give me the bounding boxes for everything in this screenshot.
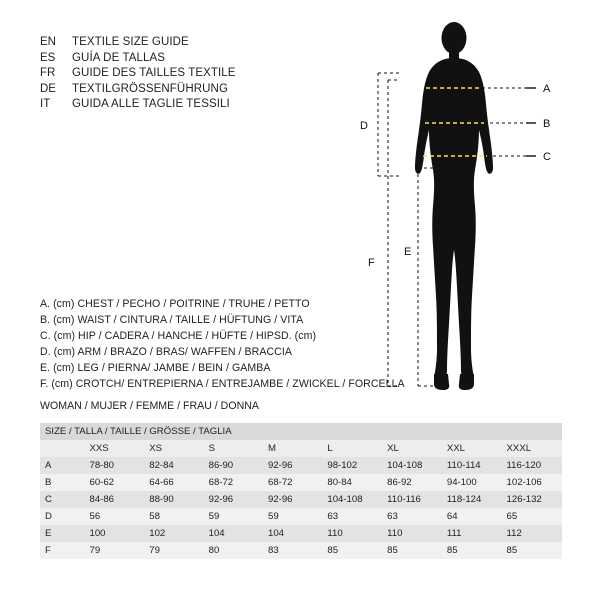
cell-b-xl: 86-92 xyxy=(387,477,412,488)
column-header-xxxl: XXXL xyxy=(506,443,532,454)
cell-e-xxxl: 112 xyxy=(506,528,522,539)
table-title-row xyxy=(40,423,562,440)
cell-a-l: 98-102 xyxy=(327,460,358,471)
cell-a-xl: 104-108 xyxy=(387,460,423,471)
table-row xyxy=(40,542,562,559)
cell-c-s: 92-96 xyxy=(208,494,234,505)
language-title: TEXTILGRÖSSENFÜHRUNG xyxy=(72,82,228,95)
arm-bracket xyxy=(378,73,402,176)
column-header-xxs: XXS xyxy=(89,443,109,454)
gender-group-title: WOMAN / MUJER / FEMME / FRAU / DONNA xyxy=(40,400,259,412)
cell-d-xl: 63 xyxy=(387,511,398,522)
label-ticks xyxy=(526,88,536,156)
cell-d-xxxl: 65 xyxy=(506,511,518,522)
row-label-b: B xyxy=(45,477,52,488)
measurement-legend xyxy=(40,298,460,394)
cell-d-xxs: 56 xyxy=(89,511,101,522)
cell-e-xxl: 111 xyxy=(446,528,462,539)
cell-a-xs: 82-84 xyxy=(149,460,174,471)
cell-f-xxl: 85 xyxy=(446,545,458,556)
cell-e-s: 104 xyxy=(208,528,225,539)
language-code: ES xyxy=(40,51,56,64)
cell-e-xl: 110 xyxy=(387,528,403,539)
cell-b-s: 68-72 xyxy=(208,477,234,488)
cell-c-xl: 110-116 xyxy=(387,494,421,505)
row-label-f: F xyxy=(45,545,51,556)
row-label-c: C xyxy=(45,494,52,505)
cell-c-xxxl: 126-132 xyxy=(506,494,542,505)
legend-line-f: F. (cm) CROTCH/ ENTREPIERNA / ENTREJAMBE / ZWICKEL / FORCELLA xyxy=(40,378,405,390)
cell-f-xxxl: 85 xyxy=(506,545,518,556)
cell-a-s: 86-90 xyxy=(208,460,234,471)
cell-a-xxxl: 116-120 xyxy=(506,460,542,471)
column-header-xxl: XXL xyxy=(446,443,465,454)
row-label-e: E xyxy=(45,528,52,539)
cell-f-s: 80 xyxy=(208,545,220,556)
table-corner-label: SIZE / TALLA / TAILLE / GRÖSSE / TAGLIA xyxy=(45,426,232,437)
cell-b-xxs: 60-62 xyxy=(89,477,115,488)
cell-f-xxs: 79 xyxy=(89,545,101,556)
cell-f-xl: 85 xyxy=(387,545,398,556)
cell-c-xxl: 118-124 xyxy=(446,494,482,505)
cell-f-xs: 79 xyxy=(149,545,160,556)
cell-b-xxl: 94-100 xyxy=(446,477,477,488)
cell-b-xxxl: 102-106 xyxy=(506,477,542,488)
column-header-xl: XL xyxy=(387,443,399,454)
row-label-a: A xyxy=(45,460,52,471)
row-label-d: D xyxy=(45,511,52,522)
cell-c-m: 92-96 xyxy=(267,494,293,505)
size-table-wrap xyxy=(40,423,562,559)
table-header-row xyxy=(40,440,562,457)
cell-f-m: 83 xyxy=(267,545,279,556)
table-row xyxy=(40,525,562,542)
language-code: DE xyxy=(40,82,56,95)
cell-e-m: 104 xyxy=(267,528,284,539)
cell-f-l: 85 xyxy=(327,545,339,556)
language-code: FR xyxy=(40,67,56,79)
cell-c-xs: 88-90 xyxy=(149,494,174,505)
cell-e-xxs: 100 xyxy=(89,528,106,539)
figure-label-b: B xyxy=(543,118,551,130)
cell-d-m: 59 xyxy=(267,511,279,522)
language-code: EN xyxy=(40,36,56,48)
cell-d-xs: 58 xyxy=(149,511,160,522)
table-row xyxy=(40,457,562,474)
legend-line-c: C. (cm) HIP / CADERA / HANCHE / HÜFTE / HIPSD. (cm) xyxy=(40,330,317,342)
figure-label-f: F xyxy=(368,257,375,269)
legend-line-b: B. (cm) WAIST / CINTURA / TAILLE / HÜFTUNG / VITA xyxy=(40,314,304,326)
language-title: GUIDE DES TAILLES TEXTILE xyxy=(72,67,236,79)
cell-d-s: 59 xyxy=(208,511,220,522)
language-row xyxy=(40,52,360,64)
language-title: GUIDA ALLE TAGLIE TESSILI xyxy=(72,98,230,110)
language-row xyxy=(40,36,360,48)
table-row xyxy=(40,508,562,525)
language-row xyxy=(40,98,360,110)
language-row xyxy=(40,83,360,95)
figure-label-c: C xyxy=(543,151,551,163)
cell-e-l: 110 xyxy=(327,528,343,539)
figure-label-a: A xyxy=(543,83,551,95)
cell-b-l: 80-84 xyxy=(327,477,352,488)
column-header-xs: XS xyxy=(149,443,163,454)
column-header-s: S xyxy=(208,443,216,454)
table-row xyxy=(40,474,562,491)
cell-d-xxl: 64 xyxy=(446,511,458,522)
cell-d-l: 63 xyxy=(327,511,339,522)
column-header-l: L xyxy=(327,443,333,454)
legend-line-d: D. (cm) ARM / BRAZO / BRAS/ WAFFEN / BRACCIA xyxy=(40,346,292,358)
cell-e-xs: 102 xyxy=(149,528,166,539)
size-table xyxy=(40,423,562,559)
cell-a-xxl: 110-114 xyxy=(446,460,481,471)
language-title-block xyxy=(40,36,360,114)
figure-label-d: D xyxy=(360,120,368,132)
cell-b-xs: 64-66 xyxy=(149,477,174,488)
cell-c-xxs: 84-86 xyxy=(89,494,115,505)
language-row xyxy=(40,67,360,79)
legend-line-a: A. (cm) CHEST / PECHO / POITRINE / TRUHE / PETTO xyxy=(40,298,310,310)
figure-label-e: E xyxy=(404,246,412,258)
table-row xyxy=(40,491,562,508)
cell-b-m: 68-72 xyxy=(267,477,293,488)
language-title: GUÍA DE TALLAS xyxy=(72,51,166,64)
cell-a-xxs: 78-80 xyxy=(89,460,115,471)
language-title: TEXTILE SIZE GUIDE xyxy=(72,36,189,48)
column-header-m: M xyxy=(267,443,276,454)
legend-line-e: E. (cm) LEG / PIERNA/ JAMBE / BEIN / GAMBA xyxy=(40,362,271,374)
cell-a-m: 92-96 xyxy=(267,460,293,471)
header-empty-cell xyxy=(40,440,84,457)
language-code: IT xyxy=(40,98,51,110)
cell-c-l: 104-108 xyxy=(327,494,363,505)
